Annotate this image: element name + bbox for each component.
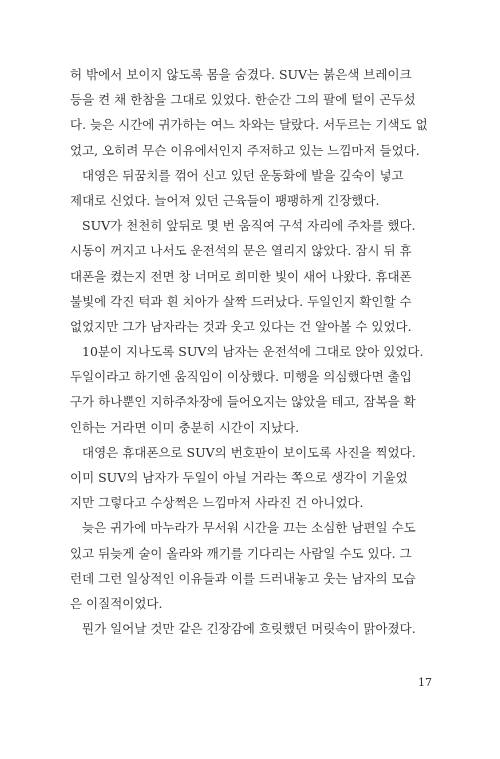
text-line: 대폰을 켰는지 전면 창 너머로 희미한 빛이 새어 나왔다. 휴대폰 [70,268,412,284]
text-line: 늦은 귀가에 마누라가 무서워 시간을 끄는 소심한 남편일 수도 [82,520,416,536]
paragraph [70,339,432,440]
text-line: 이미 SUV의 남자가 두일이 아닐 거라는 쪽으로 생각이 기울었 [70,470,408,485]
text-line: 제대로 신었다. 늘어져 있던 근육들이 팽팽하게 긴장했다. [70,192,380,208]
paragraph [70,213,432,339]
paragraph [70,62,432,163]
text-line: 대영은 뒤꿈치를 꺾어 신고 있던 운동화에 발을 깊숙이 넣고 [82,167,404,183]
text-line: 뭔가 일어날 것만 같은 긴장감에 흐릿했던 머릿속이 맑아졌다. [82,621,416,637]
page-number: 17 [418,676,432,689]
text-line: 지만 그렇다고 수상쩍은 느낌마저 사라진 건 아니었다. [70,495,364,511]
text-line: 불빛에 각진 턱과 흰 치아가 살짝 드러났다. 두일인지 확인할 수 [70,293,412,309]
text-line: 은 이질적이었다. [70,595,163,611]
text-line: 10분이 지나도록 SUV의 남자는 운전석에 그대로 앉아 있었다. [82,344,424,360]
text-line: 두일이라고 하기엔 움직임이 이상했다. 미행을 의심했다면 출입 [70,369,412,385]
paragraph [70,163,432,213]
text-line: 허 밖에서 보이지 않도록 몸을 숨겼다. SUV는 붉은색 브레이크 [70,67,412,82]
text-line: 런데 그런 일상적인 이유들과 이를 드러내놓고 웃는 남자의 모습 [70,570,416,586]
text-line: 구가 하나뿐인 지하주차장에 들어오지는 않았을 테고, 잠복을 확 [70,394,416,410]
text-line: 대영은 휴대폰으로 SUV의 번호판이 보이도록 사진을 찍었다. [82,444,416,460]
text-line: 없었지만 그가 남자라는 것과 웃고 있다는 건 알아볼 수 있었다. [70,318,412,334]
text-line: SUV가 천천히 앞뒤로 몇 번 움직여 구석 자리에 주차를 했다. [82,218,416,234]
body-text [70,62,432,641]
text-line: 있고 뒤늦게 술이 올라와 깨기를 기다리는 사람일 수도 있다. 그 [70,545,412,561]
text-line: 인하는 거라면 이미 충분히 시간이 지났다. [70,419,300,435]
paragraph [70,440,432,516]
paragraph [70,616,432,641]
text-line: 다. 늦은 시간에 귀가하는 여느 차와는 달랐다. 서두르는 기색도 없 [70,117,428,133]
text-line: 었고, 오히려 무슨 이유에서인지 주저하고 있는 느낌마저 들었다. [70,142,420,158]
text-line: 등을 켠 채 한참을 그대로 있었다. 한순간 그의 팔에 털이 곤두섰 [70,92,416,108]
text-line: 시동이 꺼지고 나서도 운전석의 문은 열리지 않았다. 잠시 뒤 휴 [70,243,412,259]
paragraph [70,515,432,616]
